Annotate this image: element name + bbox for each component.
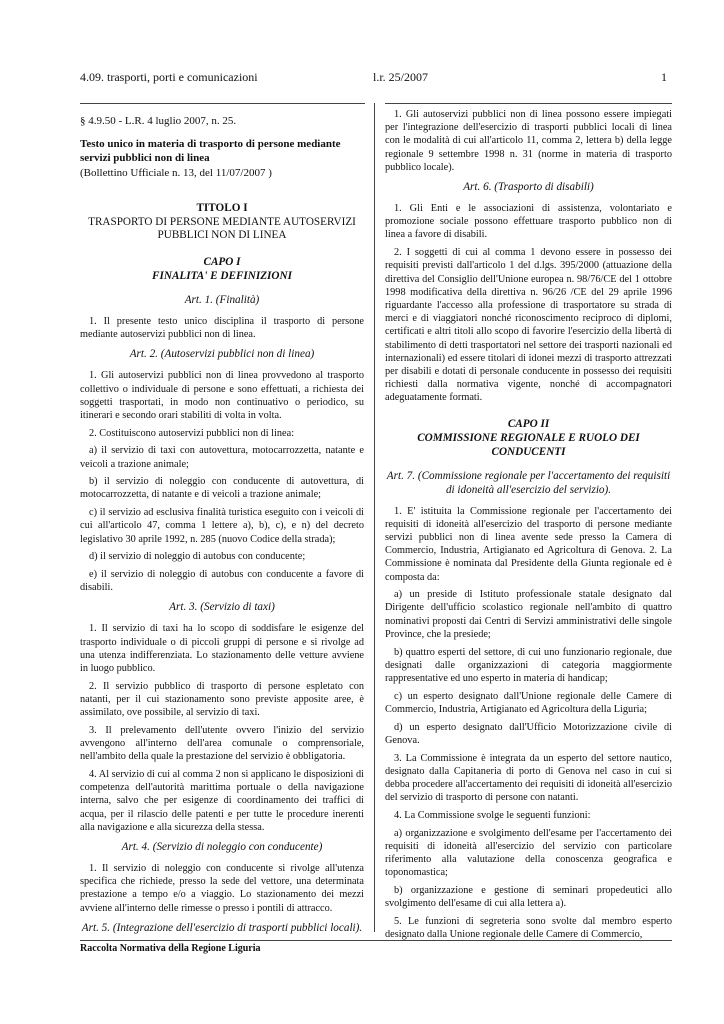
column-divider [374,103,375,932]
list-item: d) un esperto designato dall'Ufficio Motorizzazione civile di Genova. [385,721,672,746]
list-item: b) il servizio di noleggio con conducente di autovettura, di motocarrozzetta, di natante e di veicoli a trazione animale; [80,476,364,501]
chapter-heading [385,417,672,459]
chapter-title: COMMISSIONE REGIONALE E RUOLO DEI CONDUCENTI [417,431,640,458]
article-paragraph: 4. La Commissione svolge le seguenti funzioni: [394,809,591,821]
bulletin-reference: (Bollettino Ufficiale n. 13, del 11/07/2007 ) [80,167,272,180]
header-rule-left [80,103,365,104]
article-paragraph: 1. Il presente testo unico disciplina il trasporto di persone mediante autoservizi pubblici non di linea. [80,315,364,341]
article-paragraph: 4. Al servizio di cui al comma 2 non si applicano le disposizioni di competenza dell'autorità marittima portuale o della navigazione interna, salvo che per esigenze di coordinamento dei traffici di acqua, per il rilascio delle patenti e per tutte le procedure inerenti alla navigazione e alla sicurezza della stessa. [80,768,364,833]
article-paragraph: 3. La Commissione è integrata da un esperto del settore nautico, designato dalla Capitaneria di porto di Genova nel caso in cui si debba procedere all'accertamento dei requisiti di idoneità all'esercizio del servizio di trasporto di persone con natanti. [385,752,672,804]
chapter-label: CAPO I [203,255,241,268]
law-title: Testo unico in materia di trasporto di persone mediante servizi pubblici non di linea [80,138,341,165]
list-item: d) il servizio di noleggio di autobus con conducente; [89,551,306,563]
list-item: a) organizzazione e svolgimento dell'esame per l'accertamento dei requisiti di idoneità all'esercizio del servizio con particolare riferimento alla valutazione della conoscenza geografica e toponomastica; [385,827,672,879]
header-law: l.r. 25/2007 [373,70,429,84]
list-item: c) il servizio ad esclusiva finalità turistica eseguito con i veicoli di cui all'articolo 47, comma 1 lettere a), b), c), e n) del decreto legislativo 30 aprile 1992, n. 285 (nuovo Codice della strada); [80,507,364,545]
article-paragraph: 1. Il servizio di taxi ha lo scopo di soddisfare le esigenze del trasporto individuale o di piccoli gruppi di persone e si rivolge ad una utenza indifferenziata. Lo stazionamento delle vetture avviene in luogo pubblico. [80,623,364,674]
page-footer: Raccolta Normativa della Regione Liguria [80,943,261,954]
header-rule-right [385,103,672,104]
chapter-title: FINALITA' E DEFINIZIONI [152,269,292,282]
law-reference: § 4.9.50 - L.R. 4 luglio 2007, n. 25. [80,115,237,127]
article-paragraph: 2. I soggetti di cui al comma 1 devono essere in possesso dei requisiti previsti dall'articolo 1 del d.lgs. 395/2000 (attuazione della direttiva del Consiglio dell'Unione europea n. 98/76/CE del 1 ottobre 1998 modificativa della direttiva n. 96/26 /CE del 29 aprile 1996 riguardante l'accesso alla professione di trasportatore su strada di merci e di viaggiatori nonché riconoscimento reciproco di diplomi, certificati e altri titoli allo scopo di favorire l'esercizio della libertà di stabilimento di detti trasportatori nel settore dei trasporti nazionali ed internazionali) ed essere titolari di idonei mezzi di trasporto attrezzati per disabili e dotati di personale conducente in possesso dei requisiti richiesti dalla normativa vigente, nonché di accompagnatori adeguatamente formati. [385,247,672,404]
article-paragraph: 3. Il prelevamento dell'utente ovvero l'inizio del servizio avvengono all'interno dell'area comunale o comprensoriale, nell'ambito della quale la prestazione del servizio è obbligatoria. [80,724,364,763]
article-heading: Art. 6. (Trasporto di disabili) [463,181,594,194]
title-block [80,202,364,243]
title-subheading: TRASPORTO DI PERSONE MEDIANTE AUTOSERVIZI PUBBLICI NON DI LINEA [88,215,356,242]
chapter-label: CAPO II [507,417,550,430]
list-item: a) il servizio di taxi con autovettura, motocarrozzetta, natante e veicoli a trazione animale; [80,445,364,470]
footer-rule [80,940,672,941]
article-paragraph: 2. Costituiscono autoservizi pubblici non di linea: [89,427,295,439]
page-header [80,70,672,90]
right-column [385,108,672,946]
page-number: 1 [661,70,667,84]
list-item: e) il servizio di noleggio di autobus con conducente a favore di disabili. [80,568,364,594]
list-item: b) organizzazione e gestione di seminari propedeutici allo svolgimento dell'esame di cui alla lettera a). [385,884,672,910]
article-heading: Art. 4. (Servizio di noleggio con conducente) [121,840,323,853]
list-item: c) un esperto designato dall'Unione regionale delle Camere di Commercio, Industria, Artigianato ed Agricoltura della Liguria; [385,690,672,715]
article-paragraph: 1. E' istituita la Commissione regionale per l'accertamento dei requisiti di idoneità all'esercizio del trasporto di persone mediante servizi pubblici non di linea avente sede presso la Camera di Commercio, Industria, Artigianato ed Agricoltura di Genova. 2. La Commissione è nominata dal Presidente della Giunta regionale ed è composta da: [385,505,672,583]
left-column [80,108,364,943]
list-item: a) un preside di Istituto professionale statale designato dal Dirigente dell'ufficio scolastico regionale nell'ambito di quattro nominativi proposti dai Centri di Servizi amministrativi delle singole Province, che la presiede; [385,589,672,640]
article-heading: Art. 7. (Commissione regionale per l'accertamento dei requisiti di idoneità all'esercizio del servizio). [386,469,671,496]
article-heading: Art. 2. (Autoservizi pubblici non di linea) [129,348,315,361]
article-paragraph: 1. Il servizio di noleggio con conducente si rivolge all'utenza specifica che richiede, presso la sede del vettore, una determinata prestazione a tempo e/o a viaggio. Lo stazionamento dei mezzi avviene all'interno delle rimesse o presso i pontili di attracco. [80,862,364,914]
chapter-heading [80,255,364,283]
article-paragraph: 5. Le funzioni di segreteria sono svolte dal membro esperto designato dalla Unione regionale delle Camere di Commercio, [385,915,672,940]
title-heading: TITOLO I [196,202,248,215]
article-paragraph: 1. Gli Enti e le associazioni di assistenza, volontariato e promozione sociale possono effettuare trasporto pubblico non di linea a favore di disabili. [385,203,672,241]
article-paragraph: 1. Gli autoservizi pubblici non di linea possono essere impiegati per l'integrazione dell'esercizio di trasporti pubblici locali di linea con le modalità di cui all'articolo 11, comma 2, lettera b) della legge regionale 9 settembre 1998 n. 31 (norme in materia di trasporto pubblico locale). [385,109,672,173]
article-heading: Art. 5. (Integrazione dell'esercizio di trasporti pubblici locali). [81,921,363,934]
article-heading: Art. 3. (Servizio di taxi) [169,601,275,614]
article-heading: Art. 1. (Finalità) [184,293,260,306]
article-paragraph: 2. Il servizio pubblico di trasporto di persone espletato con natanti, per il cui stazionamento sono previste apposite aree, è assimilato, ove possibile, al servizio di taxi. [80,680,364,719]
article-paragraph: 1. Gli autoservizi pubblici non di linea provvedono al trasporto collettivo o individuale di persone e sono effettuati, a richiesta dei soggetti trasportati, in modo non continuativo o periodico, su itinerari e secondo orari stabiliti di volta in volta. [80,370,364,421]
header-section: 4.09. trasporti, porti e comunicazioni [80,70,258,84]
list-item: b) quattro esperti del settore, di cui uno funzionario regionale, due designati dalle organizzazioni di categoria maggiormente rappresentative ed uno esperto in materia di handicap; [385,646,672,684]
